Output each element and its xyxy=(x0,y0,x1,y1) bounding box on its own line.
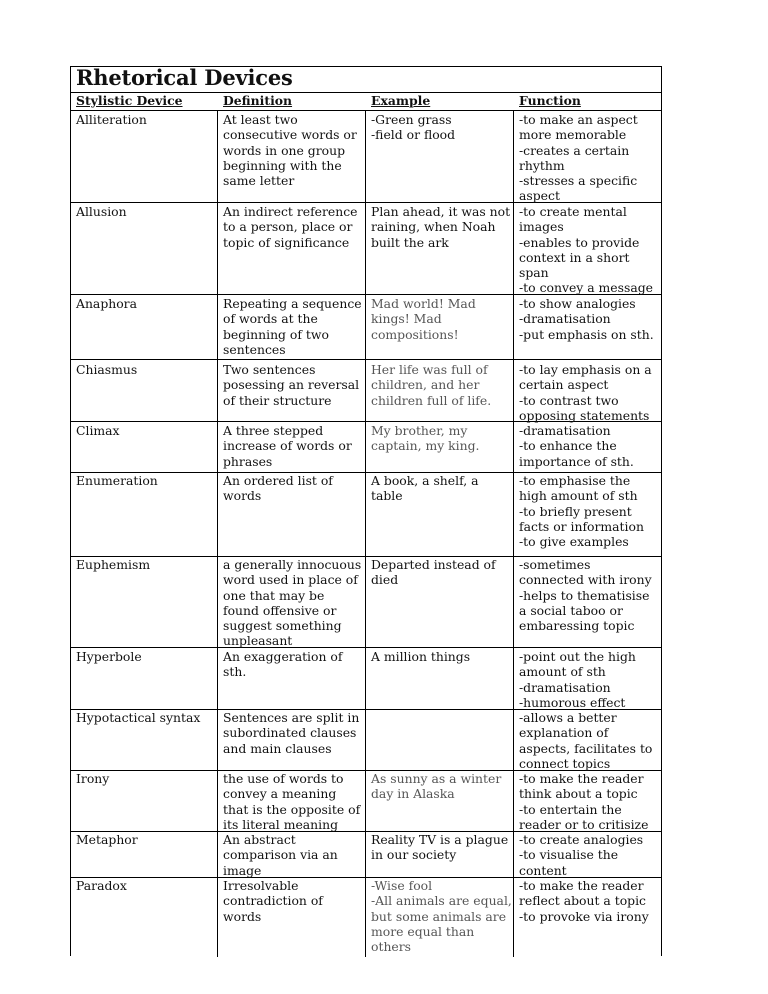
example-text: -Wise fool -All animals are equal, but some animals are more equal than others xyxy=(371,878,512,955)
device-name: Hyperbole xyxy=(76,649,142,664)
function-text: -to lay emphasis on a certain aspect -to contrast two opposing statements xyxy=(519,362,652,423)
column-divider xyxy=(217,110,218,957)
example-text: Plan ahead, it was not raining, when Noah built the ark xyxy=(371,204,511,250)
device-name: Alliteration xyxy=(76,112,147,127)
definition-text: An ordered list of words xyxy=(223,473,333,504)
example-text: Mad world! Mad kings! Mad compositions! xyxy=(371,296,476,342)
example-text: Her life was full of children, and her children full of life. xyxy=(371,362,492,408)
function-text: -to make the reader reflect about a topic -to provoke via irony xyxy=(519,878,649,924)
function-text: -to show analogies -dramatisation -put emphasis on sth. xyxy=(519,296,654,342)
device-name: Climax xyxy=(76,423,120,438)
header-function: Function xyxy=(519,93,581,108)
function-text: -to make the reader think about a topic -to entertain the reader or to critisize xyxy=(519,771,649,832)
definition-text: At least two consecutive words or words in one group beginning with the same letter xyxy=(223,112,357,189)
column-divider xyxy=(513,110,514,957)
definition-text: An exaggeration of sth. xyxy=(223,649,343,680)
device-name: Metaphor xyxy=(76,832,138,847)
definition-text: the use of words to convey a meaning that is the opposite of its literal meaning xyxy=(223,771,361,832)
example-text: As sunny as a winter day in Alaska xyxy=(371,771,502,802)
page-title: Rhetorical Devices xyxy=(76,65,293,90)
function-text: -point out the high amount of sth -dramatisation -humorous effect xyxy=(519,649,636,710)
definition-text: A three stepped increase of words or phrases xyxy=(223,423,352,469)
function-text: -to make an aspect more memorable -creates a certain rhythm -stresses a specific aspect xyxy=(519,112,638,204)
row-divider xyxy=(71,647,661,648)
column-divider xyxy=(365,110,366,957)
device-name: Hypotactical syntax xyxy=(76,710,201,725)
header-example: Example xyxy=(371,93,431,108)
device-name: Paradox xyxy=(76,878,127,893)
definition-text: Repeating a sequence of words at the beginning of two sentences xyxy=(223,296,362,357)
device-name: Irony xyxy=(76,771,110,786)
definition-text: a generally innocuous word used in place of one that may be found offensive or suggest something unpleasant xyxy=(223,557,362,649)
function-text: -to emphasise the high amount of sth -to briefly present facts or information -to give examples xyxy=(519,473,644,550)
definition-text: Two sentences posessing an reversal of their structure xyxy=(223,362,360,408)
header-device: Stylistic Device xyxy=(76,93,183,108)
row-divider xyxy=(71,359,661,360)
example-text: Departed instead of died xyxy=(371,557,496,588)
device-name: Allusion xyxy=(76,204,127,219)
example-text: -Green grass -field or flood xyxy=(371,112,456,143)
function-text: -to create analogies -to visualise the content xyxy=(519,832,644,878)
device-name: Enumeration xyxy=(76,473,158,488)
device-name: Anaphora xyxy=(76,296,137,311)
example-text: A million things xyxy=(371,649,471,664)
definition-text: An abstract comparison via an image xyxy=(223,832,338,878)
example-text: My brother, my captain, my king. xyxy=(371,423,480,454)
definition-text: Irresolvable contradiction of words xyxy=(223,878,323,924)
function-text: -to create mental images -enables to provide context in a short span -to convey a message xyxy=(519,204,653,296)
function-text: -dramatisation -to enhance the importance of sth. xyxy=(519,423,634,469)
function-text: -sometimes connected with irony -helps to thematisise a social taboo or embaressing topic xyxy=(519,557,652,634)
device-name: Euphemism xyxy=(76,557,151,572)
example-text: A book, a shelf, a table xyxy=(371,473,479,504)
header-definition: Definition xyxy=(223,93,293,108)
definition-text: An indirect reference to a person, place or topic of significance xyxy=(223,204,358,250)
device-name: Chiasmus xyxy=(76,362,138,377)
definition-text: Sentences are split in subordinated clauses and main clauses xyxy=(223,710,360,756)
rhetorical-devices-table xyxy=(70,66,662,956)
example-text: Reality TV is a plague in our society xyxy=(371,832,509,863)
row-divider xyxy=(71,110,661,111)
function-text: -allows a better explanation of aspects, facilitates to connect topics xyxy=(519,710,653,771)
